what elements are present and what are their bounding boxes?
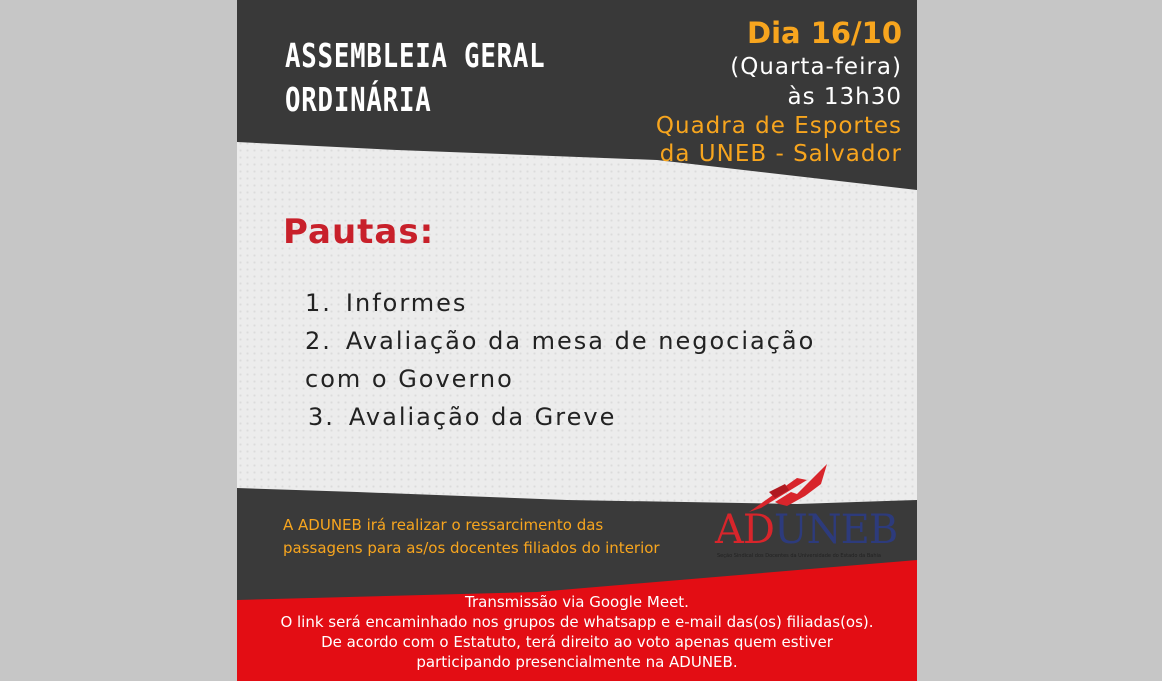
notice-line-3: De acordo com o Estatuto, terá direito ao voto apenas quem estiver — [321, 633, 833, 651]
agenda-item — [305, 284, 815, 322]
title-line-2: ORDINÁRIA — [285, 80, 432, 119]
agenda-item — [305, 322, 815, 360]
event-weekday: (Quarta-feira) — [730, 54, 902, 80]
event-time: às 13h30 — [787, 84, 902, 110]
event-place-line-2: da UNEB - Salvador — [659, 141, 902, 167]
poster-title — [285, 34, 545, 122]
agenda-item-text: Informes — [345, 289, 468, 317]
logo-wordmark — [715, 508, 897, 552]
agenda-item-text: Avaliação da Greve — [348, 403, 617, 431]
agenda-list — [305, 284, 815, 436]
logo-wordmark-uneb: UNEB — [773, 507, 898, 553]
agenda-item-number: 1. — [305, 289, 332, 317]
agenda-item-text: com o Governo — [305, 365, 514, 393]
title-line-1: ASSEMBLEIA GERAL — [285, 36, 546, 75]
logo-wordmark-ad: AD — [715, 507, 774, 553]
poster — [237, 0, 917, 681]
agenda-item — [305, 398, 815, 436]
logo-subtitle: Seção Sindical dos Docentes da Universidade do Estado da Bahia — [717, 553, 881, 559]
notice-line-1: Transmissão via Google Meet. — [465, 593, 689, 611]
event-date: Dia 16/10 — [747, 16, 902, 50]
reimbursement-note — [283, 514, 660, 560]
reimbursement-line-2: passagens para as/os docentes filiados do interior — [283, 539, 660, 557]
transmission-notice — [237, 592, 917, 672]
agenda-item-number: 3. — [308, 403, 335, 431]
event-info — [656, 14, 902, 168]
aduneb-logo — [715, 462, 898, 562]
agenda-item-text: Avaliação da mesa de negociação — [345, 327, 816, 355]
agenda-item-number: 2. — [305, 327, 332, 355]
notice-line-2: O link será encaminhado nos grupos de whatsapp e e-mail das(os) filiadas(os). — [280, 613, 874, 631]
notice-line-4: participando presencialmente na ADUNEB. — [416, 653, 738, 671]
agenda-item-continuation — [305, 360, 815, 398]
agenda-heading: Pautas: — [283, 212, 435, 252]
event-place-line-1: Quadra de Esportes — [655, 113, 902, 139]
reimbursement-line-1: A ADUNEB irá realizar o ressarcimento das — [283, 516, 604, 534]
